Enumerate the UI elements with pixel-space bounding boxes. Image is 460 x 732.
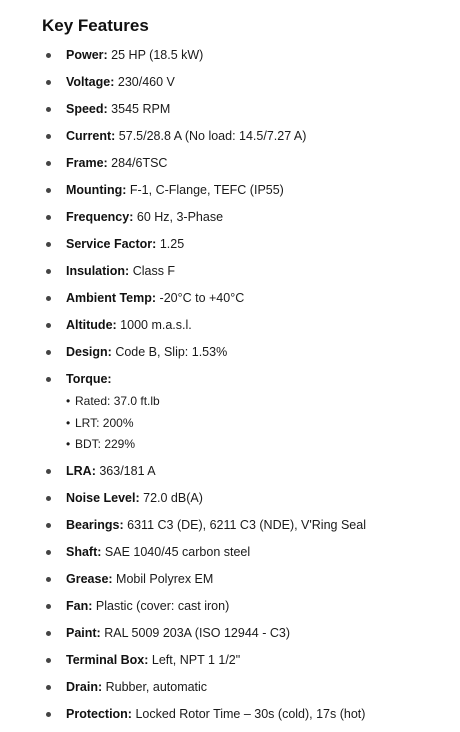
feature-item [0, 543, 460, 570]
feature-item [0, 570, 460, 597]
bullet-icon [46, 658, 51, 663]
feature-value: 72.0 dB(A) [143, 490, 203, 505]
feature-label: Ambient Temp: [66, 291, 157, 305]
feature-value: 57.5/28.8 A (No load: 14.5/7.27 A) [118, 129, 307, 143]
bullet-icon [46, 80, 51, 85]
feature-value: 363/181 A [99, 463, 156, 478]
bullet-icon [46, 685, 51, 690]
feature-label: Speed: [66, 102, 108, 116]
feature-item [0, 181, 460, 208]
feature-value: Mobil Polyrex EM [116, 571, 214, 586]
sub-item-text: Rated: 37.0 ft.lb [75, 394, 160, 408]
feature-label: LRA: [66, 463, 96, 478]
feature-value: 25 HP (18.5 kW) [111, 48, 204, 62]
bullet-icon [46, 377, 51, 382]
feature-item [0, 651, 460, 678]
feature-label: Service Factor: [66, 237, 157, 251]
bullet-icon [46, 53, 51, 58]
feature-item [0, 462, 460, 489]
feature-label: Terminal Box: [66, 652, 149, 667]
feature-list [0, 46, 460, 732]
feature-item [0, 678, 460, 705]
feature-item [0, 235, 460, 262]
bullet-icon [46, 215, 51, 220]
sub-item-text: LRT: 200% [75, 415, 134, 430]
bullet-icon [46, 134, 51, 139]
feature-label: Shaft: [66, 544, 102, 559]
bullet-icon [46, 188, 51, 193]
bullet-icon [46, 296, 51, 301]
feature-item [0, 154, 460, 181]
bullet-icon [46, 269, 51, 274]
feature-value: SAE 1040/45 carbon steel [104, 544, 251, 559]
feature-label: Paint: [66, 625, 101, 640]
sub-bullet-icon: • [66, 394, 71, 408]
feature-value: Rubber, automatic [105, 679, 208, 694]
feature-item [0, 624, 460, 651]
feature-value: F-1, C-Flange, TEFC (IP55) [129, 183, 284, 197]
feature-label: Grease: [66, 571, 113, 586]
feature-item [0, 100, 460, 127]
sub-list [66, 391, 460, 456]
feature-value: 1.25 [159, 237, 185, 251]
feature-value: 6311 C3 (DE), 6211 C3 (NDE), V'Ring Seal [127, 517, 366, 532]
bullet-icon [46, 577, 51, 582]
feature-item [0, 370, 460, 456]
bullet-icon [46, 161, 51, 166]
feature-label: Frame: [66, 156, 108, 170]
feature-item [0, 597, 460, 624]
bullet-icon [46, 523, 51, 528]
feature-value: 1000 m.a.s.l. [120, 318, 192, 332]
bullet-icon [46, 496, 51, 501]
feature-label: Power: [66, 48, 108, 62]
feature-item [0, 289, 460, 316]
bullet-icon [46, 469, 51, 474]
feature-label: Protection: [66, 706, 132, 721]
feature-label: Voltage: [66, 75, 115, 89]
feature-label: Insulation: [66, 264, 130, 278]
sub-list-item [66, 434, 460, 456]
bullet-icon [46, 107, 51, 112]
feature-label: Mounting: [66, 183, 127, 197]
sub-bullet-icon: • [66, 437, 71, 451]
feature-value: 284/6TSC [111, 156, 168, 170]
feature-label: Design: [66, 345, 112, 359]
feature-item [0, 489, 460, 516]
feature-label: Noise Level: [66, 490, 140, 505]
bullet-icon [46, 550, 51, 555]
feature-value: Code B, Slip: 1.53% [115, 345, 228, 359]
feature-value: 60 Hz, 3-Phase [136, 210, 224, 224]
feature-label: Frequency: [66, 210, 134, 224]
feature-item [0, 516, 460, 543]
feature-label: Fan: [66, 598, 93, 613]
feature-item [0, 46, 460, 73]
feature-label: Drain: [66, 679, 103, 694]
feature-label: Altitude: [66, 318, 117, 332]
feature-item [0, 127, 460, 154]
bullet-icon [46, 350, 51, 355]
feature-value: Left, NPT 1 1/2" [151, 652, 241, 667]
bullet-icon [46, 242, 51, 247]
feature-value: RAL 5009 203A (ISO 12944 - C3) [104, 625, 290, 640]
feature-value: Plastic (cover: cast iron) [95, 598, 230, 613]
feature-value: Locked Rotor Time – 30s (cold), 17s (hot) [135, 706, 366, 721]
feature-item [0, 262, 460, 289]
sub-bullet-icon: • [66, 415, 71, 430]
feature-label: Current: [66, 129, 116, 143]
feature-value: -20°C to +40°C [159, 291, 245, 305]
feature-value: Class F [132, 264, 176, 278]
feature-item [0, 208, 460, 235]
feature-item [0, 316, 460, 343]
sub-item-text: BDT: 229% [75, 437, 136, 451]
bullet-icon [46, 604, 51, 609]
feature-label: Bearings: [66, 517, 124, 532]
feature-value: 3545 RPM [111, 102, 171, 116]
feature-item [0, 705, 460, 732]
sub-list-item [66, 413, 460, 435]
feature-item [0, 343, 460, 370]
bullet-icon [46, 712, 51, 717]
section-heading: Key Features [42, 16, 149, 35]
bullet-icon [46, 323, 51, 328]
sub-list-item [66, 391, 460, 413]
feature-label: Torque: [66, 372, 112, 386]
bullet-icon [46, 631, 51, 636]
feature-value: 230/460 V [117, 75, 175, 89]
feature-item [0, 73, 460, 100]
